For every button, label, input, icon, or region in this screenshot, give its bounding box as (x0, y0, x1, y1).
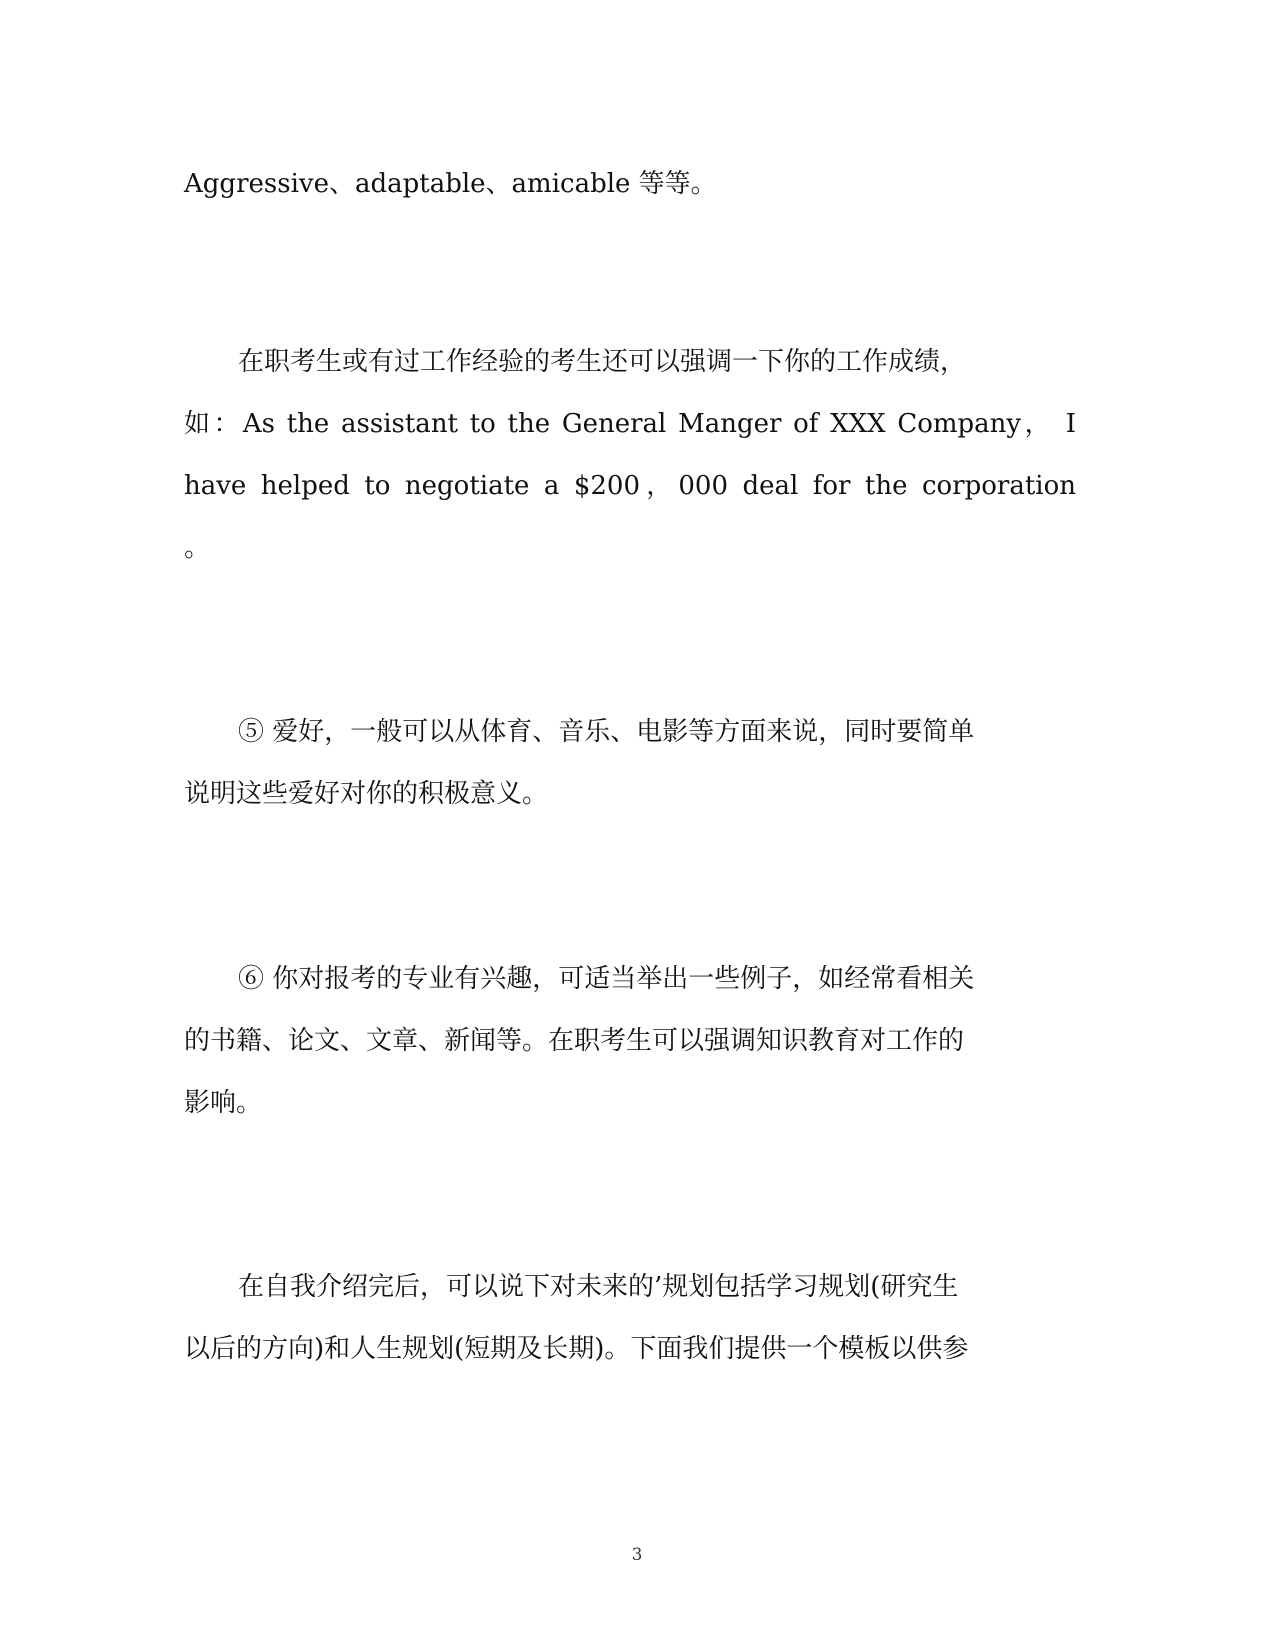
paragraph-2-line-4: 。 (184, 533, 211, 563)
paragraph-5-line-2: 以后的方向)和人生规划(短期及长期)。下面我们提供一个模板以供参 (184, 1334, 969, 1364)
paragraph-5-line-1: 在自我介绍完后，可以说下对未来的’规划包括学习规划(研究生 (238, 1272, 959, 1302)
paragraph-3-line-2: 说明这些爱好对你的积极意义。 (184, 779, 549, 809)
paragraph-4-line-3: 影响。 (184, 1088, 263, 1118)
paragraph-4-line-2: 的书籍、论文、文章、新闻等。在职考生可以强调知识教育对工作的 (184, 1026, 965, 1056)
paragraph-1-line-1: Aggressive、adaptable、amicable 等等。 (184, 169, 717, 199)
paragraph-2-line-1: 在职考生或有过工作经验的考生还可以强调一下你的工作成绩， (238, 347, 967, 377)
page-number: 3 (631, 1545, 643, 1565)
paragraph-3-line-1: ⑤ 爱好，一般可以从体育、音乐、电影等方面来说，同时要简单 (238, 717, 975, 747)
paragraph-2-line-2: 如：As the assistant to the General Manger of XXX Company， I (184, 409, 1076, 439)
paragraph-4-line-1: ⑥ 你对报考的专业有兴趣，可适当举出一些例子，如经常看相关 (238, 964, 975, 994)
paragraph-2-line-3: have helped to negotiate a $200，000 deal for the corporation (184, 471, 1076, 501)
